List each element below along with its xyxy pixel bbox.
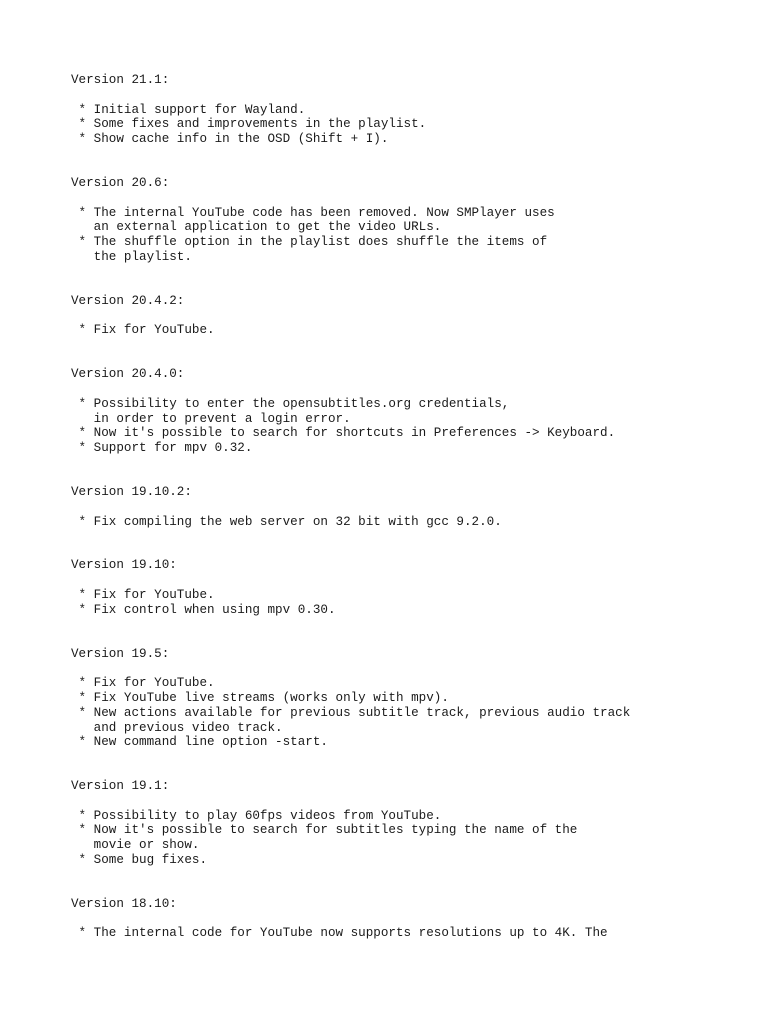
changelog-item (71, 809, 751, 824)
changelog-item (71, 515, 751, 530)
changelog-item-line: movie or show. (71, 838, 200, 853)
changelog-item-line: * New command line option -start. (71, 735, 328, 750)
changelog-item-line: * Initial support for Wayland. (71, 102, 306, 117)
changelog-item-line: * Fix YouTube live streams (works only with mpv). (71, 690, 449, 705)
changelog-section (71, 647, 751, 751)
changelog-item-line: * Some fixes and improvements in the playlist. (71, 117, 427, 132)
changelog-item (71, 235, 751, 265)
version-heading: Version 18.10: (71, 896, 177, 911)
changelog-item-line: * Fix for YouTube. (71, 587, 215, 602)
changelog-item (71, 676, 751, 691)
changelog-item-line: * New actions available for previous subtitle track, previous audio track (71, 705, 631, 720)
changelog-item-line: an external application to get the video URLs. (71, 220, 442, 235)
version-heading: Version 21.1: (71, 73, 170, 87)
changelog-item (71, 103, 751, 118)
changelog-item-line: * Fix compiling the web server on 32 bit with gcc 9.2.0. (71, 514, 502, 529)
changelog-item-line: * The internal code for YouTube now supports resolutions up to 4K. The (71, 926, 608, 941)
version-heading: Version 19.5: (71, 646, 170, 661)
changelog-item-line: * Support for mpv 0.32. (71, 441, 253, 456)
changelog-item-line: and previous video track. (71, 720, 283, 735)
changelog-item (71, 117, 751, 132)
changelog-section (71, 73, 751, 147)
version-heading: Version 19.10: (71, 558, 177, 573)
changelog-item (71, 426, 751, 441)
changelog-item (71, 588, 751, 603)
version-heading: Version 20.4.0: (71, 367, 185, 382)
changelog-item (71, 823, 751, 853)
version-heading: Version 20.6: (71, 175, 170, 190)
changelog-section (71, 897, 751, 941)
changelog-item (71, 926, 751, 941)
changelog-item (71, 691, 751, 706)
changelog-item-line: * The shuffle option in the playlist does shuffle the items of (71, 235, 548, 250)
changelog-item-line: * Fix for YouTube. (71, 676, 215, 691)
changelog-item-line: * Now it's possible to search for subtitles typing the name of the (71, 823, 578, 838)
changelog-item (71, 441, 751, 456)
changelog-item (71, 323, 751, 338)
changelog-section (71, 558, 751, 617)
changelog-item-line: * Show cache info in the OSD (Shift + I). (71, 132, 389, 147)
changelog-item-line: * Fix control when using mpv 0.30. (71, 602, 336, 617)
changelog-item-line: * Fix for YouTube. (71, 323, 215, 338)
changelog-section (71, 176, 751, 265)
changelog-item-line: * Possibility to enter the opensubtitles.org credentials, (71, 396, 510, 411)
changelog-item (71, 397, 751, 427)
changelog-document (71, 73, 751, 970)
changelog-section (71, 485, 751, 529)
changelog-item (71, 735, 751, 750)
changelog-item-line: in order to prevent a login error. (71, 411, 351, 426)
changelog-item-line: * Possibility to play 60fps videos from YouTube. (71, 808, 442, 823)
changelog-item (71, 206, 751, 236)
changelog-item (71, 706, 751, 736)
version-heading: Version 19.10.2: (71, 484, 192, 499)
changelog-section (71, 367, 751, 456)
changelog-item-line: the playlist. (71, 249, 192, 264)
version-heading: Version 20.4.2: (71, 293, 185, 308)
changelog-item (71, 853, 751, 868)
changelog-item-line: * Now it's possible to search for shortcuts in Preferences -> Keyboard. (71, 426, 616, 441)
changelog-item-line: * The internal YouTube code has been removed. Now SMPlayer uses (71, 205, 555, 220)
changelog-section (71, 779, 751, 868)
changelog-section (71, 294, 751, 338)
changelog-item (71, 603, 751, 618)
changelog-item (71, 132, 751, 147)
changelog-item-line: * Some bug fixes. (71, 853, 208, 868)
version-heading: Version 19.1: (71, 779, 170, 794)
